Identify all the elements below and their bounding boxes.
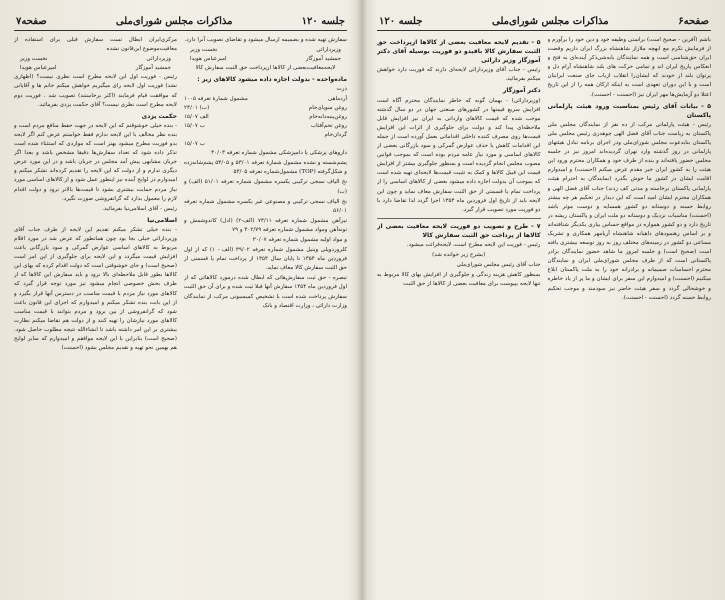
section-heading: ۷ - طرح و تصویب دو فوریت لایحه معافیت بعضی از کالاها از پرداخت حق الثبت سفارش کالا [377, 222, 541, 239]
right-page-inner-column [377, 36, 541, 581]
tariff-item: ذرت [336, 86, 347, 93]
signature-name: جمشید آموزگار [305, 56, 341, 63]
signature-name: جمشید آموزگار [135, 65, 171, 72]
paragraph: تبصره - حق ثبت سفارش‌هائی که ابطال شده درمورد کالاهائی که از اول فروردین ماه ۱۳۵۴ سفارش آنها قبلا ثبت شده و برای آن حق الثبت سفارش پرداخت شده است با تشخیص کمیسیونی مرکب از نمایندگان وزارت دارائی ، وزارت اقتصاد و بانک [184, 275, 347, 309]
left-page-outer-column [14, 36, 177, 581]
signature-line [14, 64, 177, 73]
paragraph: رئیس - فوریت اول این لایحه مطرح است نظری نیست؟ (اظهاری نشد) فوریت اول لایحه رای میگیریم خواهش میکنم خانم ها و آقایانی که موافقت قیام فرمایند (اکثر برخاستند) تصویب شد . فوریت دوم لایحه مطرح است نظری نیست؟ آقای حکمت یزدی بفرمائید. [14, 74, 177, 108]
tariff-row [184, 131, 347, 140]
paragraph: رئیس - جناب آقای وزیردارائی لایحه‌ای دارند که فوریت دارد خواهش میکنم بفرمائید. [377, 67, 541, 83]
paragraph: رئیس - هیئت پارلمانی مرکب از ده نفر از نمایندگان مجلس ملی پاکستان به ریاست جناب آقای فضل الهی چوهدری رئیس مجلس ملی پاکستان بنابدعوت مجلس شورای‌ملی ودر اجرای برنامه تبادل هیئتهای پارلمانی در روز گذشته وارد تهران گردیده‌اند امروز نیز در جلسه مجلس حضور یافته‌اند و بنده از طرف خود و همکاران محترم ورود این هیئت را به کشور ایران خیر مقدم عرض میکنم (احسنت) و امیدوارم اقامت ایشان در کشور ما خوش بگذرد (نمایندگان به احترام هیئت پارلمانی پاکستان برخاسته و مدتی کف زدند) جناب آقای فضل الهی و همکاران محترم ایشان امید است که این دیدار در تحکیم هر چه بیشتر روابط حسنه و دوستانه دو کشور همسایه و دوست موثر باشد (احسنت) مناسبات نزدیک و دوستانه دو ملت ایران و پاکستان ریشه در تاریخ دارد و دو کشور همواره در مواقع حساس بیاری یکدیگر شتافته‌اند و بر اساس رهنمودهای داهیانه شاهنشاه آریامهر همکاری و تشریک مساعی دو کشور در زمینه‌های مختلف روز به روز توسعه بیشتری یافته است (صحیح است) و جلسه امروز ما شاهد حضور نمایندگان برادر پاکستانی است که از طرف مجلس شورای‌ملی ایران و نمایندگان محترم احساسات صمیمانه و برادرانه خود را به ملت پاکستان ابلاغ میکنیم (احسنت) و امیدوارم این سفر برای ایشان و ما پر از یاد خاطره و خوشحالی گردد و سفر هیئت حاضر نیز سودمند و موجب تحکیم روابط حسنه گردد (احسنت - احسنت). [547, 121, 711, 301]
left-page-number: صفحه۷ [16, 16, 47, 27]
right-page-title: مذاکرات مجلس شورای‌ملی [491, 16, 609, 27]
signature-name: امیرعباس هویدا [20, 65, 57, 72]
tariff-number: ۲۳/۰۱ (ب) [184, 104, 210, 111]
tariff-item: روغن‌پنبه‌دانه‌خام [309, 113, 347, 120]
left-page-inner-column [184, 36, 347, 581]
signature-line [184, 55, 347, 64]
signature-name: وزیردارائی [146, 56, 171, 63]
centered-caption: لایحه‌معافیت‌بعضی از کالاها ازپرداخت حق الثبت سفارش کالا [195, 65, 336, 72]
right-page-columns [377, 36, 711, 581]
right-page [367, 0, 725, 600]
tariff-number: مشمول شمارهٔ تعرفه ۱۰۰۵ [184, 95, 248, 102]
left-page-title: مذاکرات مجلس شورای‌ملی [115, 16, 233, 27]
section-heading: ماده‌واحده - بدولت اجازه داده میشود کالاهای زیر : [197, 76, 347, 84]
signature-line [14, 55, 177, 64]
right-page-session: جلسه ۱۲۰ [379, 16, 423, 27]
tariff-row [184, 95, 347, 104]
paragraph: و مواد اولیه مشمول شماره تعرفه ۳۰/۰۷ [252, 236, 347, 243]
signature-name: نخست وزیر [190, 47, 218, 54]
tariff-number: ۱۵/۰۷ الف [184, 113, 209, 120]
left-page-columns [14, 36, 347, 581]
section-heading: اسلامی‌نیا [147, 216, 177, 224]
paragraph: رئیس - آقای اسلامی‌نیا بفرمائید. [102, 205, 177, 212]
left-page [0, 0, 357, 600]
section-heading: حکمت یزدی [141, 112, 177, 120]
paragraph: داروهای پزشکی یا دامپزشکی مشمول شماره تعرفه ۳۰/۰۳ [211, 150, 347, 157]
signature-name: وزیردارائی [316, 47, 341, 54]
paragraph: باشم (آفرین - صحیح است) براستی وظیفه خود و دین خود را برآورم و از فرمایش تکرم مع ابهچه ملازاز شاهنشاه بزرگ ایران داریم وقضت ایران حق‌شناسی است و همه نمایندگان بابه‌شی‌ذکر آینده‌ای به فتح و انعکاس پاریخ ایران اند و تمامی حرکت های بلند شاهنشاه آرام دل و پرتوان بلند از خودند که ایشان‌را انقلاب ازباب جای صنعت ایرانیان است و با این دوران تعهدی است به اینکه ارکان همه را از این تاریخ اعتلا دو آزمایش‌ها مهر ایران نیز (احسنت - احسنت). [547, 37, 711, 98]
tariff-item: روغن تخم‌آفتاب [310, 122, 347, 129]
tariff-row [184, 113, 347, 122]
left-page-header [14, 16, 347, 31]
section-heading: ۵ - بیانات آقای رئیس بمناسبت ورود هیئت پارلمانی پاکستان [547, 102, 711, 119]
tariff-item: آرد‌ماهی [327, 95, 347, 102]
book-gutter [357, 0, 367, 600]
paragraph: (وزیردارائی) - بهمان گونه که خاطر نمایندگان محترم آگاه است افزایش سریع قیمتها در کشورهای صنعتی جهان در دو سال گذشته موجب شده که قیمت کالاهای وارداتی به ایران نیز افزایش قابل ملاحظه‌ای پیدا کند و دولت برای جلوگیری از اثرات این افزایش قیمت‌ها روی مصرف کننده داخلی اقداماتی بعمل آورده است از جمله این اقدامات کاهش یا حذف عوارض گمرکی و سود بازرگانی بعضی از کالاهای اساسی و مورد نیاز عامه مردم بوده است که بموجب قوانین مصوب مجلس انجام گردیده است و بمنظور جلوگیری بیشتر از افزایش قیمت این قبیل کالاها و کمک به تثبیت قیمت‌ها لایحه‌ای تهیه شده است که بموجب آن بدولت اجازه داده میشود بعضی از کالاهای اساسی را از پرداخت تمام یا قسمتی از حق الثبت سفارش معاف نماید و چون این لایحه باید از تاریخ اول فروردین ماه ۱۳۵۴ اجرا گردد لذا تقاضا دارد با دو فوریت مورد تصویب قرار گیرد. [377, 97, 541, 213]
paragraph: بمنظور کاهش هزینه زندگی و جلوگیری از افزایش بهای کالا مربوط به تنها لایحه بپیوست برای معافیت بعضی از کالاها از حق الثبت [377, 272, 541, 288]
paragraph: سفارش تهیه شده و بضمیمه ارسال میشود و تقاضای تصویب آنرا دارد. [184, 37, 347, 43]
signature-name: امیرعباس هویدا [190, 56, 227, 63]
paragraph: رئیس - فوریت این لایحه مطرح است، لایحه‌قرائت میشود. [406, 241, 541, 248]
paragraph: - بنده خیلی خوشوقتم که این لایحه در جهت حفظ منافع مردم است و بنده نظر مخالف با این لایحه ندارم فقط خواستم عرض کنم اگر لایحه بدو فوریت مطرح میشود بهتر است که مواردی که استثناء شده است تذکر داده شود که تعداد سفارش‌ها دقیقا مشخص باشد و بعدا اگر جریان مشابهی پیش آمد مجلس در جریان باشد و در این مورد عرض دیگری ندارم و از دولت که این لایحه را تقدیم کرده‌اند تشکر میکنم و امیدوارم در لوایح آینده نیز اینطور عمل شود و از کالاهای اساسی مورد نیاز مردم حمایت بیشتری بشود تا قیمت‌ها بالاتر نرود و دولت اقدام لازم را معمول بدارد که گرانفروشی صورت نگیرد. [14, 122, 177, 202]
tariff-row [184, 104, 347, 113]
tariff-item: روغن سویای‌خام [308, 104, 347, 111]
paragraph: نخ الیاف نسجی ترکیبی یکسره مشمول شماره تعرفه ۵۱/۰۱ (الف) و (ب) [184, 179, 347, 195]
paragraph: تیرآهن مشمول شماره تعرفه ۷۳/۱۱ (الف-۲) (ادل) کاتدوشمش و تونه‌آهن ومواد مشمول شماره تعرفه ۳۰۲/۷۹ و ۷۹ [184, 217, 347, 233]
tariff-number: ۱۵/۰۷ ب [184, 122, 205, 129]
right-page-header [377, 16, 711, 31]
signature-line [184, 46, 347, 55]
tariff-row [184, 140, 347, 149]
right-page-outer-column [548, 36, 712, 581]
section-heading: دکتر آموزگار [502, 87, 541, 95]
signature-name: نخست وزیر [20, 56, 48, 63]
tariff-row [184, 122, 347, 131]
paragraph: نخ الیاف نسجی ترکیبی و مصنوعی غیر یکسره مشمول شماره تعرفه ۵۶/۰۱ [184, 198, 347, 214]
right-page-number: صفحه۶ [678, 16, 709, 27]
paragraph: - بنده خیلی تشکر میکنم تقدیم این لایحه از طرف جناب آقای وزیردارائی خیلی بجا بود چون همانطور که عرض شد در مورد اقلام مربوط به کالاهای اساسی عوارض گمرکی و سود بازرگانی باعث افزایش قیمت میگردد و این لایحه برای جلوگیری از این امر است (صحیح است) و جای خوشوقتی است که دولت اقدام کرده که بهای این کالاها بطور قابل ملاحظه‌ای بالا نرود و باید سفارش این کالاها که از طرف بخش خصوصی انجام میشود نیز مورد توجه قرار گیرد که کالاهای مورد نیاز مردم با قیمت مناسب در دسترس آنها قرار بگیرد و از این بابت بنده تشکر میکنم و امیدوارم که اجرای این قانون باعث شود که گرانفروشی از بین برود و مردم بتوانند با قیمت مناسب کالاهای مورد نیازشان را تهیه کنند و از دولت هم تقاضا میکنم نظارت بیشتری بر این امر داشته باشد تا انشاءالله نتیجه مطلوب حاصل شود. (صحیح است) بنابراین با این لایحه موافقم و امیدوارم که سایر لوایح هم بهمین نحو تهیه و تقدیم مجلس بشود (احسنت) [14, 226, 177, 352]
tariff-item: گردان‌خام [324, 131, 347, 138]
paragraph: مرکزی‌ایران ابطال تست سفارش قبلی برای استفاده از معافیت‌موضوع این‌قانون نشده [14, 37, 177, 53]
tariff-row [184, 85, 347, 94]
paragraph: پشم‌شسته و نشده مشمول شمارهٔ تعرفه ۵۳/۰۱ و ۵۳/۰۵ پشم‌شانه‌زده و شکل‌گرفته (TOP) مشمول‌شماره تعرفه ۵۳/۰۵ [184, 160, 347, 176]
section-heading: ۵ - تقدیم لایحه معافیت بعضی از کالاها ازپرداخت حق الثبت سفارش کالا باقیدو دو فوریت بوسیله آقای دکتر آموزگار وزیر دارائی [377, 39, 541, 65]
paragraph: کلروردوپلی وینیل مشمول شماره تعرفه ۳۹/۰۲ (الف - ۱) که از اول فروردین ماه ۱۳۵۴ تا پایان سال ۱۳۵۴ از پرداخت تمام یا قسمتی از حق الثبت سفارش کالا معاف نماید. [184, 247, 347, 272]
tariff-number: ۱۵/۰۷ ب [184, 141, 205, 148]
section-divider [377, 218, 541, 219]
left-page-session: جلسه ۱۲۰ [301, 16, 345, 27]
centered-caption: (بشرح زیر خوانده شد) [432, 252, 486, 259]
paragraph: جناب آقای رئیس مجلس شورای‌ملی [456, 262, 541, 269]
